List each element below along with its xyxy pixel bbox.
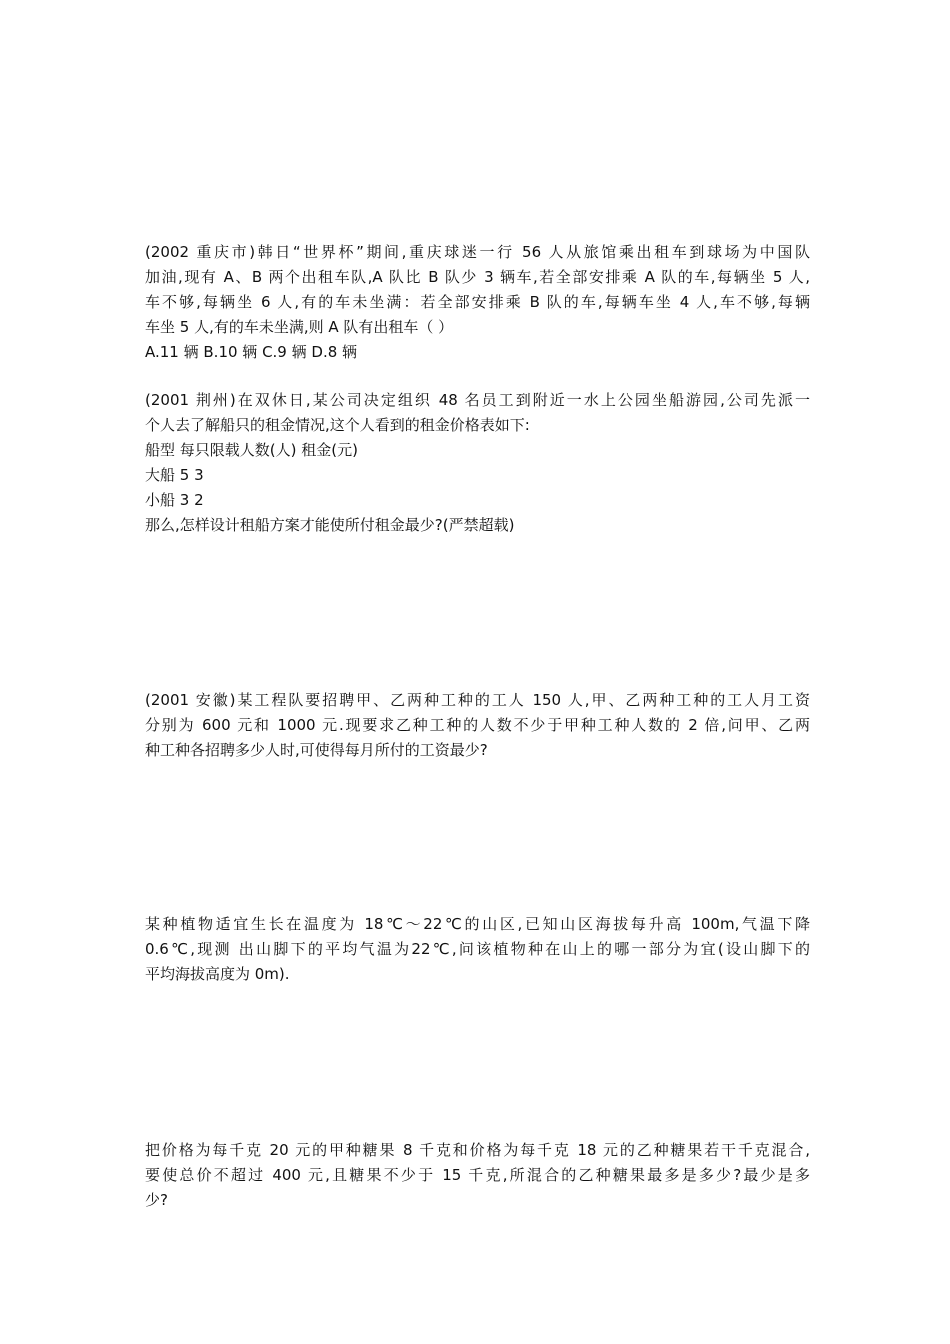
- problem-taxi: [145, 240, 810, 365]
- problem-line: 把价格为每千克 20 元的甲种糖果 8 千克和价格为每千克 18 元的乙种糖果若干千克混合,: [145, 1141, 810, 1159]
- problem-line: 个人去了解船只的租金情况,这个人看到的租金价格表如下:: [145, 416, 530, 434]
- problem-line: 分别为 600 元和 1000 元.现要求乙种工种的人数不少于甲种工种人数的 2 倍,问甲、乙两: [145, 716, 810, 734]
- problem-line: 车不够,每辆坐 6 人,有的车未坐满：若全部安排乘 B 队的车,每辆车坐 4 人,车不够,每辆: [145, 293, 810, 311]
- problem-line: (2001 荆州)在双休日,某公司决定组织 48 名员工到附近一水上公园坐船游园,公司先派一: [145, 391, 810, 409]
- price-table-row: 大船 5 3: [145, 466, 204, 484]
- problem-plant-altitude: [145, 912, 810, 987]
- answer-options: A.11 辆 B.10 辆 C.9 辆 D.8 辆: [145, 343, 358, 361]
- problem-boat-rental: [145, 388, 810, 538]
- problem-line: (2002 重庆市)韩日“世界杯”期间,重庆球迷一行 56 人从旅馆乘出租车到球场为中国队: [145, 243, 810, 261]
- problem-candy-mix: [145, 1138, 810, 1213]
- problem-line: 种工种各招聘多少人时,可使得每月所付的工资最少?: [145, 741, 488, 759]
- price-table-header: 船型 每只限载人数(人) 租金(元): [145, 441, 358, 459]
- problem-line: 要使总价不超过 400 元,且糖果不少于 15 千克,所混合的乙种糖果最多是多少?最少是多: [145, 1166, 810, 1184]
- price-table-row: 小船 3 2: [145, 491, 204, 509]
- problem-line: 某种植物适宜生长在温度为 18℃～22℃的山区,已知山区海拔每升高 100m,气温下降: [145, 915, 810, 933]
- problem-line: 少?: [145, 1191, 168, 1209]
- problem-line: 那么,怎样设计租船方案才能使所付租金最少?(严禁超载): [145, 516, 515, 534]
- problem-line: 平均海拔高度为 0m).: [145, 965, 290, 983]
- problem-line: 加油,现有 A、B 两个出租车队,A 队比 B 队少 3 辆车,若全部安排乘 A 队的车,每辆坐 5 人,: [145, 268, 810, 286]
- problem-line: 车坐 5 人,有的车未坐满,则 A 队有出租车（ ）: [145, 318, 454, 336]
- problem-workers: [145, 688, 810, 763]
- problem-line: 0.6℃,现测 出山脚下的平均气温为22℃,问该植物种在山上的哪一部分为宜(设山脚下的: [145, 940, 810, 958]
- problem-line: (2001 安徽)某工程队要招聘甲、乙两种工种的工人 150 人,甲、乙两种工种的工人月工资: [145, 691, 810, 709]
